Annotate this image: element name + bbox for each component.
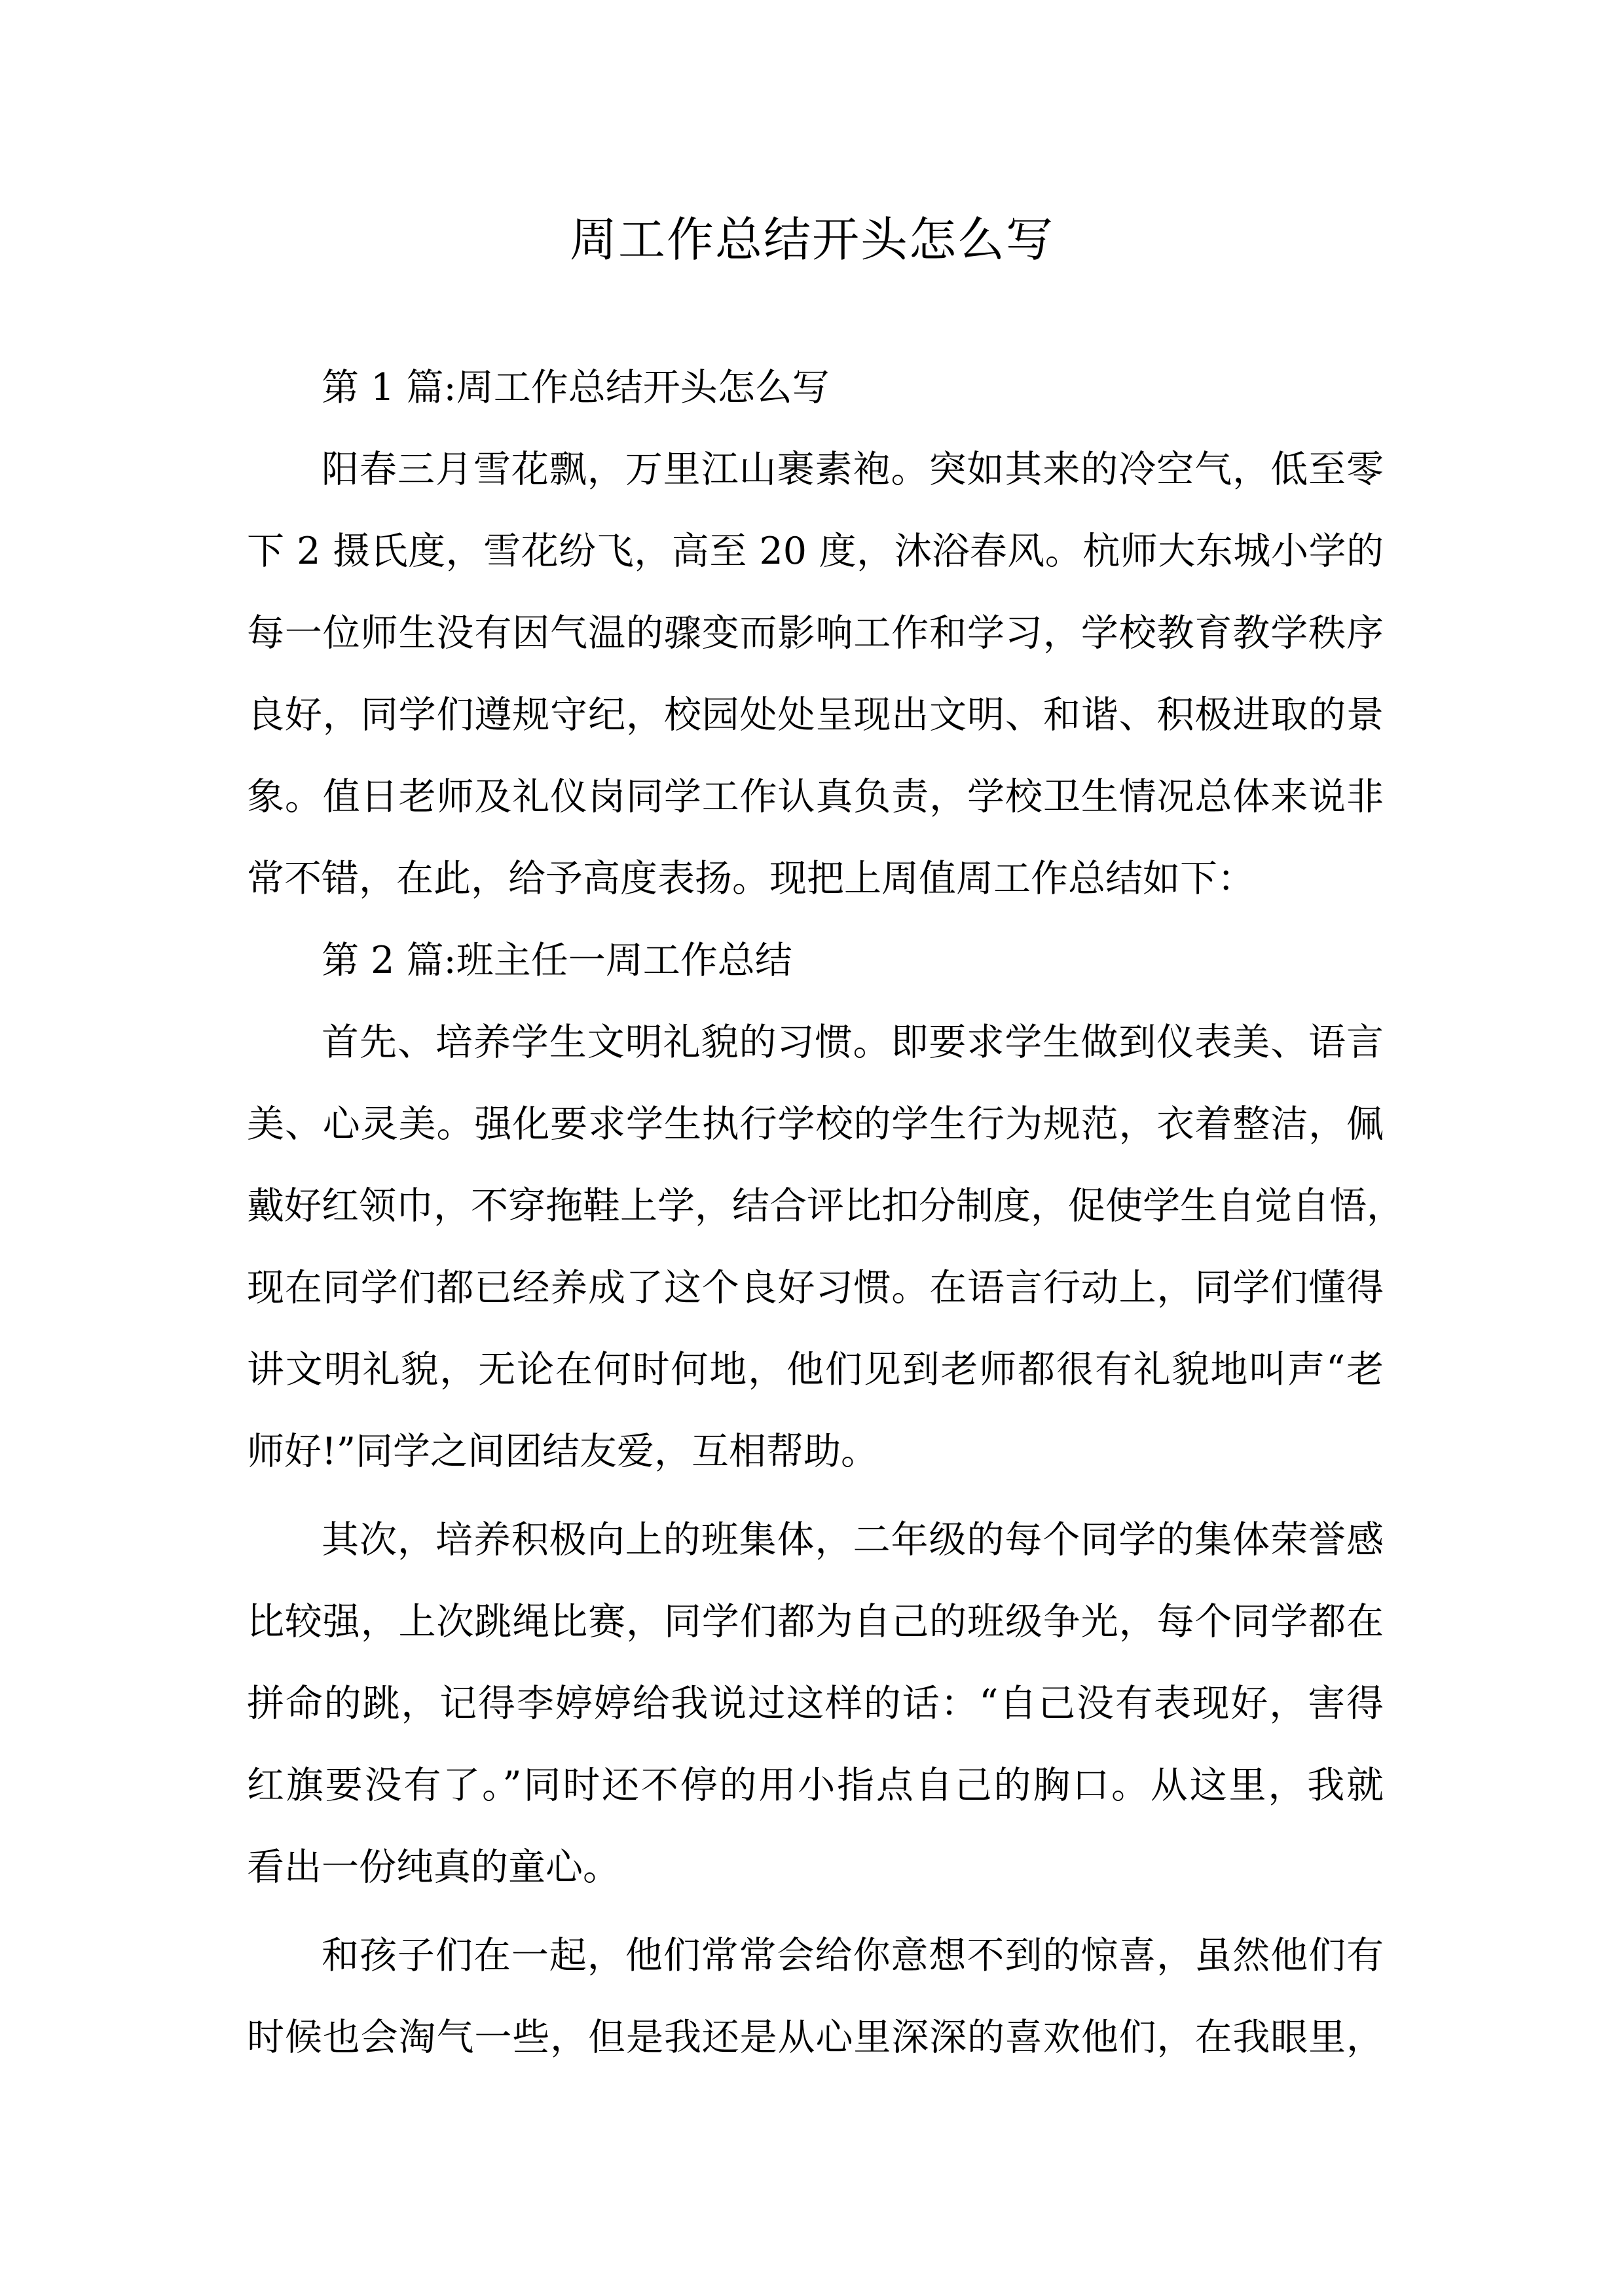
document-body — [247, 347, 1404, 2079]
paragraph-class-spirit — [247, 1499, 1384, 1908]
text-line: 其次，培养积极向上的班集体，二年级的每个同学的集体荣誉感 — [322, 1518, 1384, 1561]
text-line: 象。值日老师及礼仪岗同学工作认真负责，学校卫生情况总体来说非 — [247, 775, 1384, 818]
section-heading-2 — [247, 920, 1384, 1002]
text-line: 美、心灵美。强化要求学生执行学校的学生行为规范，衣着整洁，佩 — [247, 1102, 1384, 1146]
paragraph-children — [247, 1915, 1384, 2079]
text-line: 讲文明礼貌，无论在何时何地，他们见到老师都很有礼貌地叫声“老 — [247, 1348, 1384, 1391]
section-heading-1 — [247, 347, 1384, 429]
text-line: 红旗要没有了。”同时还不停的用小指点自己的胸口。从这里，我就 — [247, 1764, 1384, 1807]
text-line: 常不错，在此，给予高度表扬。现把上周值周工作总结如下： — [247, 857, 1255, 900]
text-line: 和孩子们在一起，他们常常会给你意想不到的惊喜，虽然他们有 — [322, 1934, 1384, 1977]
text-line: 第 2 篇:班主任一周工作总结 — [322, 939, 792, 982]
paragraph-gap — [247, 1908, 1384, 1915]
document-title: 周工作总结开头怎么写 — [569, 212, 1054, 267]
text-line: 下 2 摄氏度，雪花纷飞，高至 20 度，沐浴春风。杭师大东城小学的 — [247, 530, 1384, 573]
text-line: 比较强，上次跳绳比赛，同学们都为自己的班级争光，每个同学都在 — [247, 1600, 1384, 1643]
paragraph-manners — [247, 1002, 1404, 1493]
text-line: 现在同学们都已经养成了这个良好习惯。在语言行动上，同学们懂得 — [247, 1266, 1384, 1309]
paragraph-gap — [247, 1493, 1384, 1499]
text-line: 第 1 篇:周工作总结开头怎么写 — [322, 366, 830, 409]
text-line: 看出一份纯真的童心。 — [247, 1846, 620, 1889]
text-line: 拼命的跳，记得李婷婷给我说过这样的话：“自己没有表现好，害得 — [247, 1682, 1384, 1725]
text-line: 每一位师生没有因气温的骤变而影响工作和学习，学校教育教学秩序 — [247, 611, 1384, 655]
text-line: 时候也会淘气一些，但是我还是从心里深深的喜欢他们，在我眼里， — [247, 2016, 1384, 2059]
text-line: 师好!”同学之间团结友爱，互相帮助。 — [247, 1430, 879, 1473]
text-line: 戴好红领巾，不穿拖鞋上学，结合评比扣分制度，促使学生自觉自悟， — [247, 1184, 1404, 1228]
text-line: 阳春三月雪花飘，万里江山裹素袍。突如其来的冷空气，低至零 — [322, 448, 1384, 491]
text-line: 首先、培养学生文明礼貌的习惯。即要求学生做到仪表美、语言 — [322, 1021, 1384, 1064]
text-line: 良好，同学们遵规守纪，校园处处呈现出文明、和谐、积极进取的景 — [247, 693, 1384, 737]
paragraph-intro — [247, 429, 1384, 920]
